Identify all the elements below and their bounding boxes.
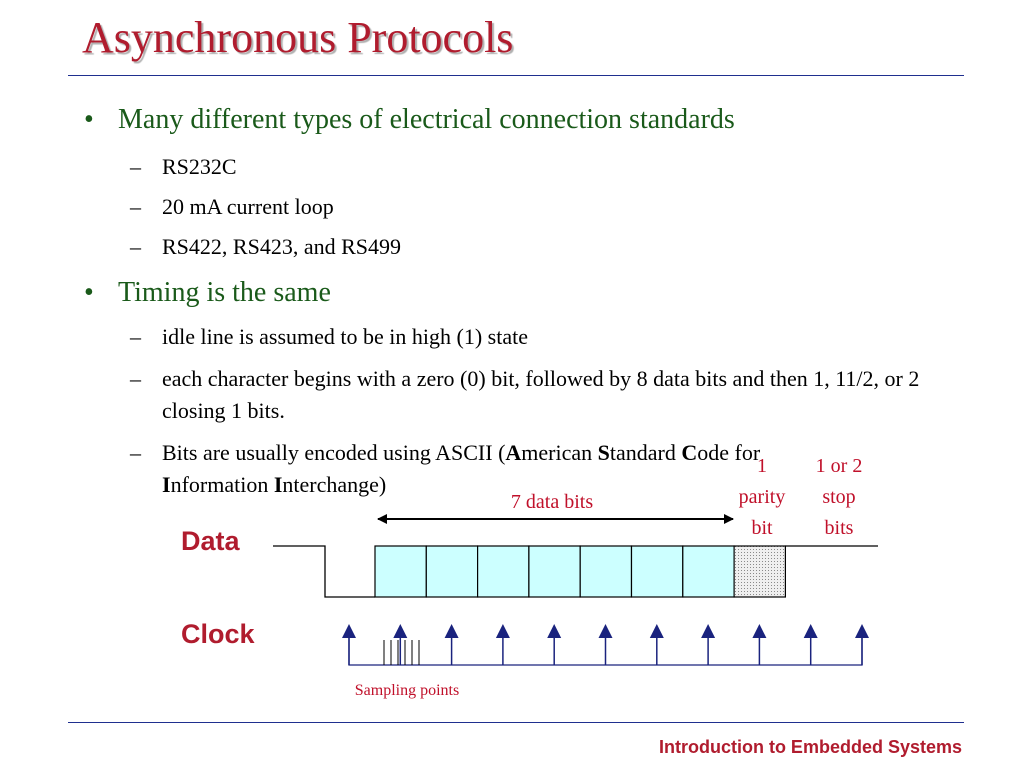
stop-bits-label xyxy=(816,455,863,539)
data-bit-cell xyxy=(426,546,477,597)
svg-text:1: 1 xyxy=(757,455,767,477)
clock-arrowhead xyxy=(393,624,407,638)
svg-text:parity: parity xyxy=(738,486,786,508)
clock-waveform xyxy=(342,624,869,665)
slide-title: Asynchronous Protocols xyxy=(82,13,514,62)
clock-arrowhead xyxy=(547,624,561,638)
bullet-text: Timing is the same xyxy=(118,277,331,308)
svg-text:bits: bits xyxy=(824,517,854,539)
clock-arrowhead xyxy=(804,624,818,638)
clock-arrowhead xyxy=(650,624,664,638)
clock-arrowhead xyxy=(855,624,869,638)
clock-arrowhead xyxy=(701,624,715,638)
data-bit-cell xyxy=(529,546,580,597)
subitem-text: 20 mA current loop xyxy=(162,194,334,219)
subitem-text: RS232C xyxy=(162,154,237,179)
data-bit-cell xyxy=(632,546,683,597)
parity-bit-cell xyxy=(734,546,785,597)
data-label: Data xyxy=(181,526,240,556)
parity-label xyxy=(739,455,786,539)
slide-body: • Many different types of electrical connection standards – RS232C – 20 mA current loop – RS422, RS423, and RS499 • Timing is the same – idle line is assumed to be in high (1) state – each character begins with a zero (0) bit, followed by 8 data bits and then 1, 11/2, or 2 closing 1 bits. – Bits are usually encoded using ASCII (American Standard Code for Information Interchange) xyxy=(0,0,1024,768)
clock-arrowhead xyxy=(445,624,459,638)
bullet-dot: • xyxy=(84,277,94,308)
clock-label: Clock xyxy=(181,619,255,649)
bullet-text: Many different types of electrical connection standards xyxy=(118,104,735,135)
svg-text:1 or 2: 1 or 2 xyxy=(815,455,863,477)
svg-text:bit: bit xyxy=(751,517,773,539)
slide-footer: Introduction to Embedded Systems xyxy=(658,737,962,757)
data-bits-label: 7 data bits xyxy=(510,491,594,513)
clock-arrowhead xyxy=(496,624,510,638)
data-bit-cell xyxy=(375,546,426,597)
clock-arrowhead xyxy=(599,624,613,638)
data-bit-cell xyxy=(683,546,734,597)
data-bit-cell xyxy=(580,546,631,597)
subitem-text: idle line is assumed to be in high (1) state xyxy=(162,324,528,349)
data-bit-cell xyxy=(478,546,529,597)
bullet-dot: • xyxy=(84,104,94,135)
footer-divider xyxy=(68,722,964,723)
svg-text:stop: stop xyxy=(822,486,856,508)
subitem-text: RS422, RS423, and RS499 xyxy=(162,234,401,259)
clock-arrowhead xyxy=(342,624,356,638)
start-bit-line xyxy=(273,546,375,597)
clock-arrowhead xyxy=(752,624,766,638)
subitem-text: Bits are usually encoded using ASCII (American Standard Code for Information Interchange) xyxy=(162,440,761,497)
subitem-text: each character begins with a zero (0) bit, followed by 8 data bits and then 1, 11/2, or 2 closing 1 bits. xyxy=(162,366,920,423)
data-waveform xyxy=(273,546,878,597)
sampling-points-label: Sampling points xyxy=(354,682,460,699)
